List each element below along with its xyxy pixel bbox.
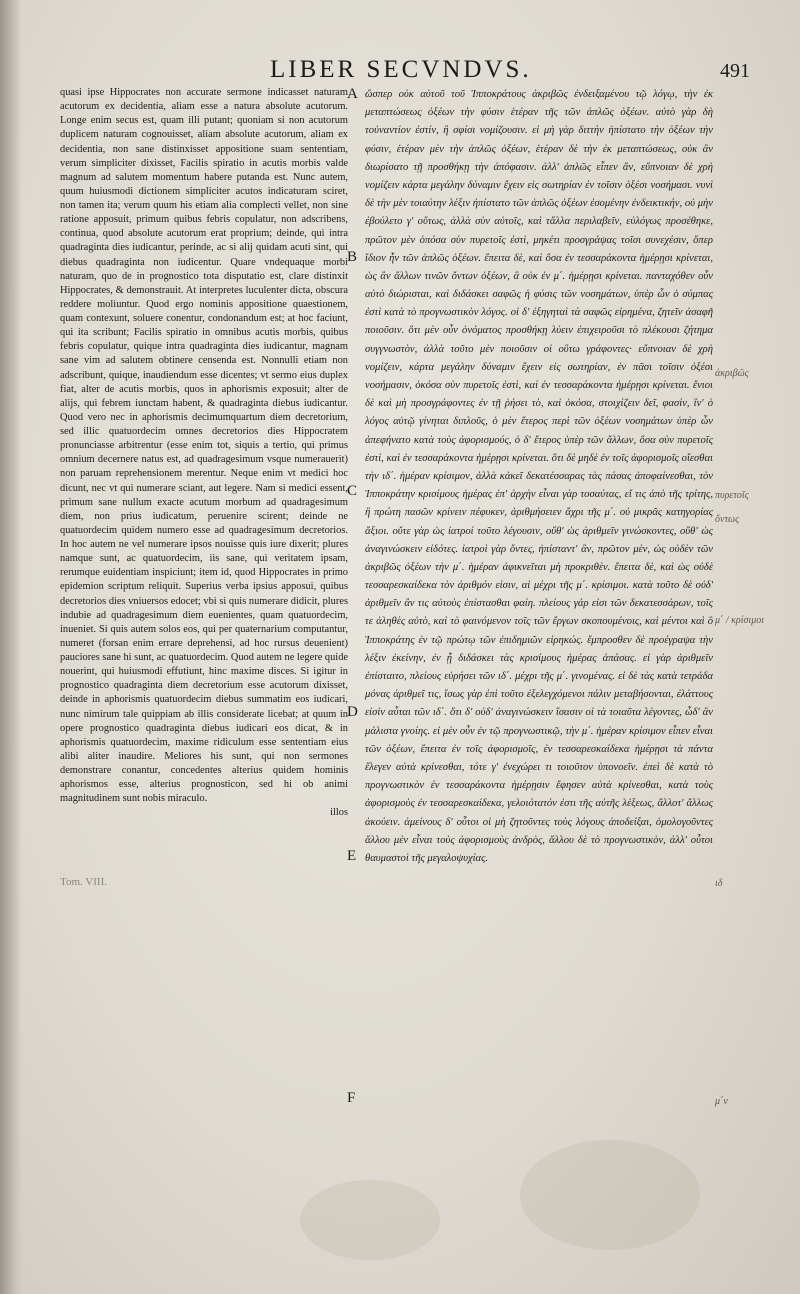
- book-spine-shadow: [0, 0, 22, 1294]
- section-letters: [347, 86, 367, 1106]
- section-letter-a: A: [347, 86, 358, 102]
- margin-note: ἀκριβῶς: [715, 368, 749, 379]
- section-letter-f: F: [347, 1090, 356, 1106]
- section-letter-b: B: [347, 249, 358, 265]
- running-title: LIBER SECVNDVS.: [270, 56, 532, 83]
- water-stain: [520, 1140, 700, 1250]
- latin-column: [60, 86, 348, 821]
- page-header: [60, 56, 750, 86]
- margin-note: ὄντως: [715, 514, 740, 525]
- signature-mark: Tom. VIII.: [60, 876, 107, 888]
- water-stain: [300, 1180, 440, 1260]
- catchword: illos: [330, 807, 348, 819]
- section-letter-e: E: [347, 848, 357, 864]
- margin-note: ιδ: [715, 878, 723, 889]
- section-letter-c: C: [347, 483, 358, 499]
- margin-note: πυρετοῖς: [715, 490, 749, 501]
- section-letter-d: D: [347, 704, 358, 720]
- page-number: 491: [720, 60, 750, 82]
- marginalia: [715, 0, 800, 1294]
- greek-column: [365, 86, 713, 868]
- latin-paragraph: quasi ipse Hippocrates non accurate sermone indicasset naturam acutorum ex decidentia, aliam esse a natura absolute acutorum. Longe enim secus est, quam illi putant; quoniam si non acutorum duplicem naturam cognouisset, aliam absolute acutorum, aliam ex decidentia, non sane distinxisset appositione suam sententiam, verum simpliciter dixisset, Facilis spiratio in acutis morbis valde magnum ad salutem momentum habere putanda est. Nunc autem, quum huiusmodi dictionem simpliciter acutos indicaturam sciret, non tamen ita; verum quum his etiam alia complecti vellet, non sine ratione apposuit, primum quibus febris copulatur, non adscribens, continua, quod absolute acutorum erat proprium; deinde, qui intra quadraginta dies iudicantur, perinde, ac si alij quidam acuti sint, qui diebus quadraginta non iudicentur. Quare vndequaque morbi naturam, quo de in prognostico tota disputatio est, clare distinxit Hippocrates, & demonstrauit. At interpretes luculenter dicta, obscura reddere moliuntur. Quod ergo nominis appositione quaestionem, quam contexunt, soluere conentur, condonandum est; at hoc faciunt, qui ita scribunt; Facilis spiratio in omnibus acutis morbis, quibus febris copulatur, quique intra quadraginta dies iudicantur, magnam sane vim ad salutem obtinere censenda est. Nonnulli etiam non adscribunt, quique, inaudiendum esse dicentes; vt sermo eius duplex fiat, alter de acutis morbis, quos in aphorismis exposuit; alter de alijs, qui febrem iunctam habent, & quadraginta diebus iudicantur. Quod vero nec in aphorismis decimumquartum diem decretorium, sed illic quatuordecim omnes decretorios dies Hippocratem pronunciasse arbitrentur (esse enim tot, siquis a tertio, qui primus omnium decernere natus est, ad quadragesimum vsque numerauerit) non paruam reprehensionem merentur. Neque enim vt medici hoc dicunt, nec vt qui numerare sciant, aut legere. Nam si medici essent, primum sane nullum exacte acutum morbum ad quadragesimum diem, non prius iudicatum, peruenire scirent; deinde ne quatuordecim quidem numero esse ad quadragesimum decretorios. In hoc autem ne vel numerare ipsos nouisse quis iure dixerit; plures namque sunt, ac quatuordecim, iis sane, qui veritatem ipsam, rerumque euidentiam inspiciunt; item id, quod Hippocrates in primo epidemion scriptum reliquit. Superius verba ipsius apposui, quibus decretorios dies vniuersos edocet; vbi si quis numerare didicit, plures indubie ad quadragesimum diem euenientes, quam quatuordecim, inueniet. Si quis autem solos eos, qui per quaternarium computantur, numeret (forsan enim errare deprehensi, ad hoc rursus deuenient) pauciores sane hi sunt, ac quatuordecim. Quod autem ne legere quide nouerint, qui huiusmodi effutiunt, hinc maxime disces. Si igitur in prognostico quadraginta diem decretorium esse acutorum dixisset, deinde in aphorismis quatuordecim diebus summatim eos iudicari, nunc nimirum tale quippiam ab illis considerate licebat; at quum in opere prognostico quadraginta diebus iudicari eos dicat, & in aphorismis quatuordecim, maxime ridiculum esse sententiam eius alibi aliter inaudire. Meliores his sunt, qui non sermones demonstrare conantur, concedentes alterius quidem hominis aphorismos esse, alterius prognosticon, sed hi ob animi magnitudinem sunt nobis miraculo.: [60, 87, 348, 805]
- margin-note: μ΄ν: [715, 1096, 728, 1107]
- greek-paragraph: ὥσπερ οὐκ αὐτοῦ τοῦ Ἱπποκράτους ἀκριβῶς ἐνδειξαμένου τῷ λόγῳ, τὴν ἐκ μεταπτώσεως ὀξέων τὴν φύσιν ἑτέραν τῆς τῶν ἁπλῶς ὀξέων. αὐτὸ γὰρ δὴ τοὐναντίον ἐστίν, ἢ σφίσι νομίζουσιν. εἰ μὴ γὰρ διττὴν ἠπίστατο τὴν ὀξέων τὴν φύσιν, ἑτέραν μὲν τὴν ἁπλῶς ὀξέων, ἑτέραν δὲ τὴν ἐκ μεταπτώσεως, οὐκ ἂν διωρίσατο τῇ προσθήκῃ τὴν ἀπόφασιν. ἀλλ' ἁπλῶς εἶπεν ἄν, εὔπνοιαν δὲ χρὴ νομίζειν κάρτα μεγάλην δύναμιν ἔχειν εἰς σωτηρίαν ἐν τοῖσιν ὀξέσι νοσήμασι. νυνὶ δὲ τὴν μὲν τοιαύτην λέξιν ἠπίστατο τῶν ἁπλῶς ὀξέων ἐσομένην ἐνδεικτικήν, οὐ μὴν ἐβούλετο γ' οὕτως, ἀλλὰ σὺν αὐτοῖς, καὶ τἄλλα περιλαβεῖν, εὐλόγως προσέθηκε, πρῶτον μὲν ὁπόσα σὺν πυρετοῖς ἐστὶ, μηκέτι προσγράψας τοῖσι συνεχέσιν, ὅπερ ἴδιον ἦν τῶν ἁπλῶς ὀξέων. ἔπειτα δὲ, καὶ ὅσα ἐν τεσσαράκοντα ἡμέρῃσι κρίνεται, ὡς ἂν ἄλλων τινῶν ὄντων ὀξέων, ἃ οὐκ ἐν μ΄. ἡμέρῃσι κρίνεται. πανταχόθεν οὖν αὐτὸ διώρισται, καὶ διδάσκει σαφῶς ἡ φύσις τῶν νοσημάτων, ὑπὲρ ὧν ὁ σύμπας ἐστὶ κατὰ τὸ προγνωστικὸν λόγος. οἱ δ' ἐξηγηταὶ τὰ σαφῶς εἰρημένα, ζητεῖν ἀσαφῆ ποιοῦσιν. ὅτι μὲν οὖν ὀνόματος προσθήκῃ λύειν ἐπιχειροῦσι τὸ πλέκουσι ζήτημα συγγνωστὸν, ἀλλὰ τοῦτο μὲν ποιοῦσιν οἱ οὕτω γράφοντες· εὔπνοιαν δὲ χρὴ νομίζειν, κάρτα μεγάλην δύναμιν ἔχειν εἰς σωτηρίαν, ἐν πᾶσι τοῖσιν ὀξέσι νοσήμασιν, ὁκόσα σὺν πυρετοῖς ἐστὶ, καὶ ἐν τεσσαράκοντα ἡμέρῃσι κρίνεται. ἔνιοι δὲ καὶ μὴ προσγράφοντες ἐν τῇ ῥήσει τὸ, καὶ ὁκόσα, στοιχίζειν δεῖ, φασὶν, ἵν' ὁ λόγος αὐτῷ γίνηται διπλοῦς, ὁ μὲν ἕτερος περὶ τῶν ὀξέων νοσημάτων ὑπὲρ ὧν ἀπεφήνατο κατὰ τοὺς ἀφορισμούς, ὁ δ' ἕτερος ὑπὲρ τῶν ἄλλων, ὅσα σὺν πυρετοῖς ἐστὶ, καὶ ἐν τεσσαράκοντα ἡμέρῃσι κρίνεται. ὅτι δὲ μηδὲ ἐν τοῖς ἀφορισμοῖς οἴεσθαι τὴν ιδ΄. ἡμέραν κρίσιμον, ἀλλὰ κἀκεῖ δεκατέσσαρας τὰς πάσας ἀποφαίνεσθαι, τὸν Ἱπποκράτην κρισίμους ἡμέρας ἐπ' ἀρχὴν εἶναι γὰρ τοσαύτας, εἴ τις ἀπὸ τῆς τρίτης, ἣ πρώτη πασῶν κρίνειν πέφυκεν, ἀριθμήσειεν ἄχρι τῆς μ΄. οὐ μικρᾶς κατηγορίας ἄξιοι. οὔτε γὰρ ὡς ἰατροί τοῦτο λέγουσιν, οὔθ' ὡς ἀριθμεῖν γινώσκοντες, οὔθ' ὡς ἀναγινώσκειν εἰδότες. ἰατροὶ γὰρ ὄντες, ἠπίσταντ' ἂν, πρῶτον μὲν, ὡς οὐδὲν τῶν ἀκριβῶς ὀξέων τὴν μ΄. ἡμέραν ἀφικνεῖται μὴ προκριθὲν. ἔπειτα δὲ, καὶ ὡς οὐδὲ τεσσαρεσκαίδεκα τὸν ἀριθμόν εἰσιν, αἱ μέχρι τῆς μ΄. κρίσιμοι. κατὰ τοῦτο δὲ οὐδ' ἀριθμεῖν ἂν τις αὐτοὺς ἐπίστασθαι φαίη. πλείους γάρ εἰσι τῶν δεκατεσσάρων, τοῖς τε ἀληθὲς αὐτὸ, καὶ τὸ φαινόμενον τοῖς τῶν ἔργων σκοπουμένοις, καὶ μέντοι καὶ ὃ Ἱπποκράτης ἐν τῷ πρώτῳ τῶν ἐπιδημιῶν εἰρηκώς. ἔμπροσθεν δὲ προέγραψα τὴν λέξιν ἐκείνην, ἐν ᾗ διδάσκει τὰς κρισίμους ἡμέρας ἁπάσας. εἰ γὰρ ἀριθμεῖν ἐπίσταιτο, πλείους εὑρήσει τῶν ιδ΄. μέχρι τῆς μ΄. γινομένας. εἰ δὲ τὰς κατὰ τετράδα μόνας ἀριθμεῖ τις, ἴσως γὰρ ἐπὶ τοῦτο ἐξελεγχόμενοι πάλιν μεταβήσονται, ἐλάττους εἰσὶν αὗται τῶν ιδ΄. ὅτι δ' οὐδ' ἀναγινώσκειν ἴσασιν οἱ τὰ τοιαῦτα λέγοντες, ὧδ' ἂν μάλιστα γνοίης. εἰ μὲν οὖν ἐν τῷ προγνωστικῷ, τὴν μ΄. ἡμέραν κρίσιμον εἶπεν εἶναι τῶν ὀξέων, ἔπειτα ἐν τοῖς ἀφορισμοῖς, ἐν τεσσαρεσκαίδεκα ἡμέρῃσι τὰ πάντα ἔλεγεν αὐτὰ κρίνεσθαι, τότε γ' ἐνεχώρει τι τοιοῦτον ὑπονοεῖν. ἐπεὶ δὲ κατὰ τὸ προγνωστικὸν ἐν τεσσαράκοντα ἡμέρῃσιν ἔφησεν αὐτὰ κρίνεσθαι, κατὰ τοὺς ἀφορισμοὺς ἐν τεσσαρεσκαίδεκα, γελοιότατόν ἐστι τῆς αὐτῆς λέξεως, ἄλλοτ' ἄλλως ἀκούειν. ἀμείνους δ' οὗτοι οἱ μὴ ζητοῦντες τοὺς λόγους ἀποδείξαι, ὁμολογοῦντες ἄλλου μὲν εἶναι τοὺς ἀφορισμοὺς ἀνδρὸς, ἄλλου δὲ τὸ προγνωστικὸν, ἀλλ' οὗτοι θαυμαστοὶ τῆς μεγαλοψυχίας.: [365, 89, 713, 864]
- margin-note: μ΄ / κρίσιμοι: [715, 615, 765, 626]
